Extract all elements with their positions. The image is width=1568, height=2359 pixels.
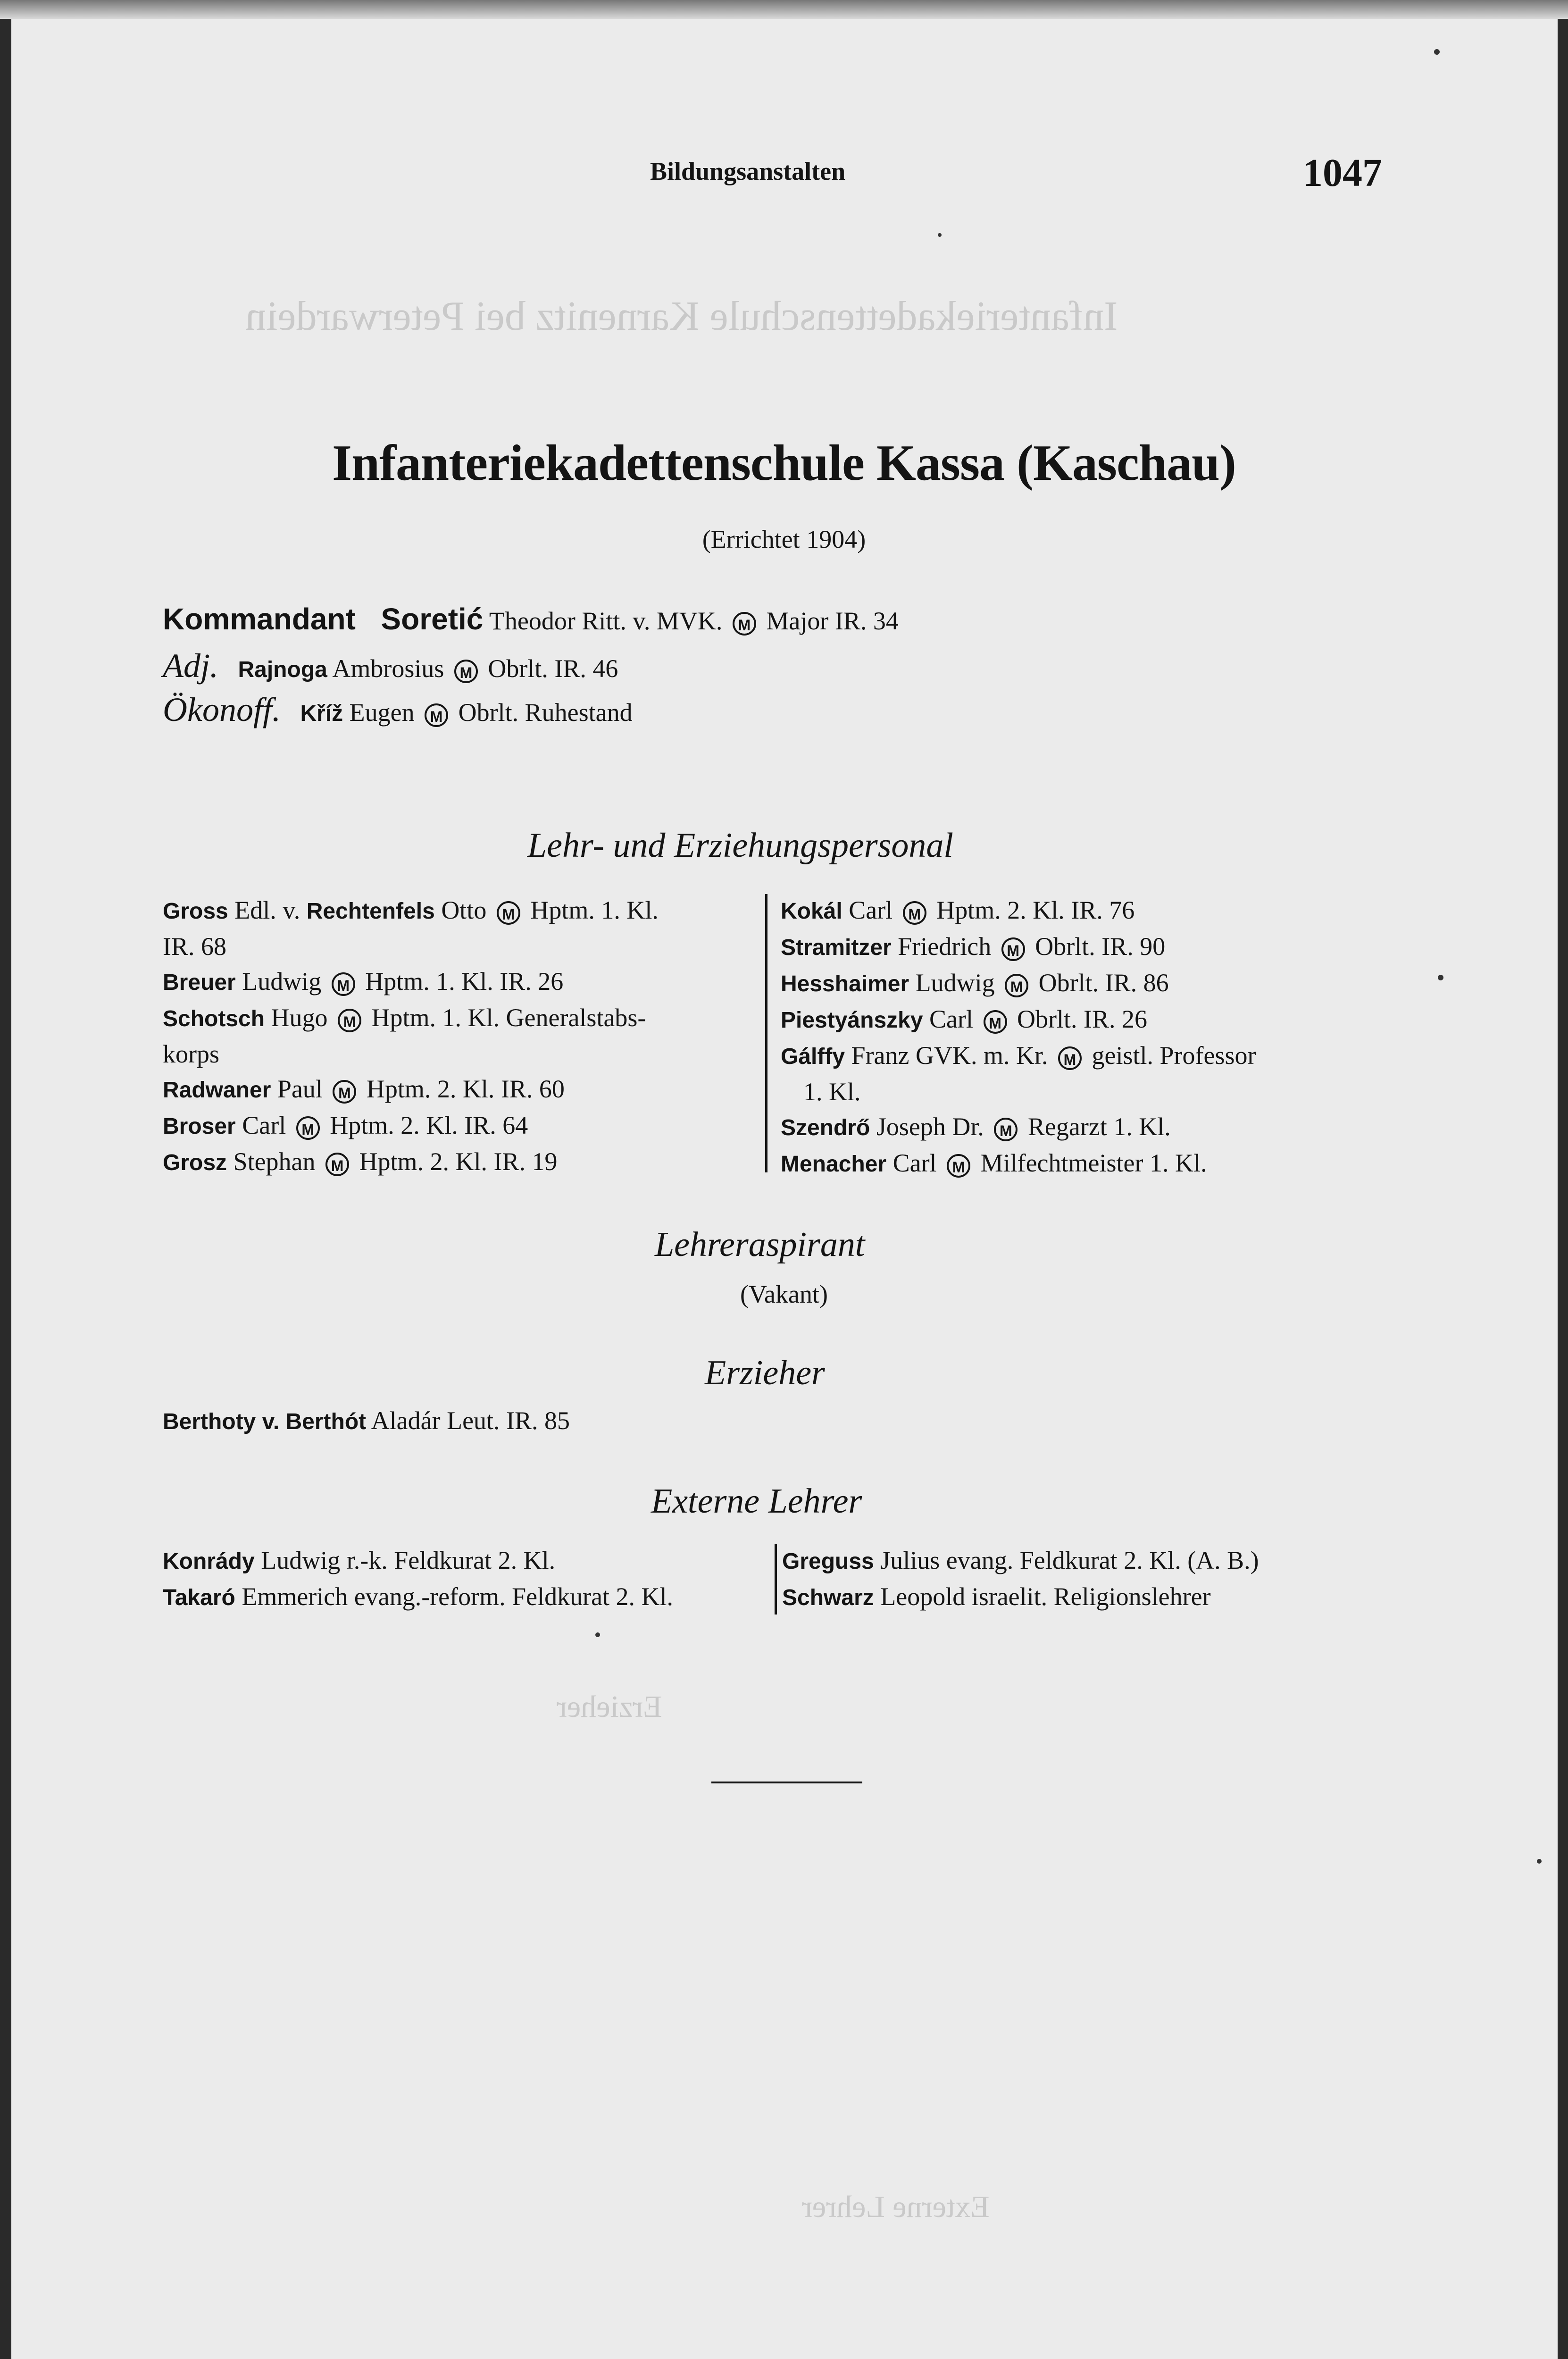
educator-entry xyxy=(163,1403,570,1439)
person-first-name: Joseph Dr. xyxy=(876,1113,984,1141)
person-surname: Schotsch xyxy=(163,1006,265,1031)
person-surname: Gross xyxy=(163,899,228,924)
person-rank: Obrlt. IR. 26 xyxy=(1017,1005,1148,1033)
person-rank-continued: IR. 68 xyxy=(163,932,226,961)
staff-entry xyxy=(781,929,1394,965)
person-rank: geistl. Professor xyxy=(1092,1041,1256,1070)
person-first-name: Friedrich xyxy=(898,932,992,961)
military-merit-icon: M xyxy=(338,1009,361,1032)
scan-border-left xyxy=(0,0,11,2359)
bleed-through: Infanteriekadettenschule Karnenitz bei Peterwardein xyxy=(245,293,1118,339)
person-surname: Radwaner xyxy=(163,1078,271,1103)
person-surname: Broser xyxy=(163,1114,236,1139)
person-first-name: Carl xyxy=(892,1149,937,1177)
person-first-name: Ludwig xyxy=(915,969,995,997)
military-merit-icon: M xyxy=(1005,974,1028,997)
person-rank: Hptm. 2. Kl. IR. 76 xyxy=(936,896,1135,924)
person-first-name: Aladár xyxy=(371,1406,441,1435)
person-first-name: Stephan xyxy=(233,1147,316,1176)
person-rank: evang. Feldkurat 2. Kl. (A. B.) xyxy=(946,1546,1259,1574)
staff-entry xyxy=(163,964,762,1000)
person-details: Eugen xyxy=(349,698,415,727)
person-surname: Berthoty v. Berthót xyxy=(163,1409,367,1434)
military-merit-icon: M xyxy=(425,703,448,727)
person-details: Theodor Ritt. v. MVK. xyxy=(489,607,723,635)
external-entry xyxy=(163,1543,762,1579)
person-first-name: Leopold xyxy=(880,1582,966,1611)
person-rank: Hptm. 1. Kl. IR. 26 xyxy=(365,967,564,995)
role-label: Adj. xyxy=(163,647,218,685)
page-number: 1047 xyxy=(1303,151,1382,195)
person-first-name: Ludwig xyxy=(242,967,322,995)
person-surname: Takaró xyxy=(163,1585,235,1610)
person-rank: Hptm. 1. Kl. Generalstabs- xyxy=(371,1004,646,1032)
military-merit-icon: M xyxy=(332,972,355,996)
person-surname: Hesshaimer xyxy=(781,971,909,996)
staff-entry xyxy=(781,1109,1394,1146)
staff-entry xyxy=(163,893,762,964)
staff-entry xyxy=(163,1000,762,1071)
person-rank: Hptm. 1. Kl. xyxy=(530,896,659,924)
military-merit-icon: M xyxy=(947,1154,970,1178)
external-entry xyxy=(782,1579,1395,1615)
military-merit-icon: M xyxy=(1001,937,1025,961)
person-rank: Obrlt. IR. 90 xyxy=(1035,932,1166,961)
military-merit-icon: M xyxy=(325,1153,349,1176)
person-surname: Rajnoga xyxy=(238,657,327,682)
bleed-through: Erzieher xyxy=(557,1690,662,1724)
military-merit-icon: M xyxy=(733,612,756,636)
leadership-row xyxy=(163,690,633,729)
section-heading-educator: Erzieher xyxy=(705,1354,825,1392)
person-first-name: Otto xyxy=(441,896,487,924)
staff-entry xyxy=(781,1146,1394,1182)
military-merit-icon: M xyxy=(1058,1046,1082,1070)
person-rank: r.-k. Feldkurat 2. Kl. xyxy=(346,1546,556,1574)
person-rank: Obrlt. IR. 46 xyxy=(488,654,618,683)
person-first-name: Ludwig xyxy=(261,1546,341,1574)
person-surname: Piestyánszky xyxy=(781,1008,923,1033)
military-merit-icon: M xyxy=(903,901,926,925)
staff-entry xyxy=(163,1144,762,1180)
person-surname: Szendrő xyxy=(781,1115,870,1140)
military-merit-icon: M xyxy=(994,1118,1018,1141)
person-rank: Hptm. 2. Kl. IR. 60 xyxy=(366,1075,565,1103)
military-merit-icon: M xyxy=(454,660,478,683)
person-rank: israelit. Religionslehrer xyxy=(971,1582,1211,1611)
scan-speck xyxy=(595,1632,600,1637)
person-first-name: Paul xyxy=(277,1075,323,1103)
person-first-name: Carl xyxy=(929,1005,974,1033)
person-rank: Obrlt. Ruhestand xyxy=(458,698,633,727)
person-surname: Gálffy xyxy=(781,1044,845,1069)
person-rank: Major IR. 34 xyxy=(766,607,899,635)
person-surname: Grosz xyxy=(163,1150,227,1175)
person-surname-2: Rechtenfels xyxy=(306,899,435,924)
scan-border-top xyxy=(0,0,1568,19)
person-rank-continued: korps xyxy=(163,1040,219,1068)
military-merit-icon: M xyxy=(497,901,520,925)
external-column-left xyxy=(163,1543,762,1615)
column-divider xyxy=(775,1544,777,1614)
person-surname: Greguss xyxy=(782,1549,874,1574)
person-rank: Obrlt. IR. 86 xyxy=(1038,969,1169,997)
person-rank: Leut. IR. 85 xyxy=(447,1406,570,1435)
scan-speck xyxy=(1434,49,1440,55)
person-surname: Schwarz xyxy=(782,1585,874,1610)
person-surname: Kříž xyxy=(300,701,343,726)
staff-entry xyxy=(163,1108,762,1144)
person-first-name: Franz GVK. m. Kr. xyxy=(851,1041,1048,1070)
external-entry xyxy=(163,1579,762,1615)
scan-speck xyxy=(1537,1859,1542,1864)
role-label: Ökonoff. xyxy=(163,691,281,728)
person-surname: Stramitzer xyxy=(781,935,892,960)
external-entry xyxy=(782,1543,1395,1579)
person-surname: Kokál xyxy=(781,899,842,924)
person-title: Edl. v. xyxy=(234,896,300,924)
person-first-name: Carl xyxy=(849,896,893,924)
staff-entry xyxy=(781,893,1394,929)
person-first-name: Emmerich xyxy=(242,1582,348,1611)
military-merit-icon: M xyxy=(984,1010,1007,1034)
person-first-name: Carl xyxy=(242,1111,286,1139)
scan-border-right xyxy=(1558,0,1568,2359)
leadership-row xyxy=(163,646,618,686)
person-details: Ambrosius xyxy=(332,654,444,683)
military-merit-icon: M xyxy=(333,1080,356,1104)
scan-speck xyxy=(1438,975,1443,980)
scan-speck xyxy=(938,233,942,237)
person-rank-continued: 1. Kl. xyxy=(803,1078,861,1106)
section-heading-external: Externe Lehrer xyxy=(651,1482,862,1521)
vacant-note: (Vakant) xyxy=(740,1280,828,1308)
person-surname: Menacher xyxy=(781,1152,887,1177)
person-surname: Konrády xyxy=(163,1549,255,1574)
running-head: Bildungsanstalten xyxy=(650,157,846,185)
leadership-row xyxy=(163,602,899,636)
person-first-name: Julius xyxy=(880,1546,940,1574)
person-rank: Milfechtmeister 1. Kl. xyxy=(980,1149,1207,1177)
person-surname: Soretić xyxy=(381,602,484,636)
staff-entry xyxy=(163,1071,762,1108)
staff-entry xyxy=(781,1002,1394,1038)
external-column-right xyxy=(782,1543,1395,1615)
person-rank: Hptm. 2. Kl. IR. 19 xyxy=(359,1147,558,1176)
person-rank: Regarzt 1. Kl. xyxy=(1027,1113,1171,1141)
military-merit-icon: M xyxy=(296,1116,320,1140)
person-surname: Breuer xyxy=(163,970,236,995)
section-heading-teacher-aspirant: Lehreraspirant xyxy=(655,1225,865,1264)
person-rank: Hptm. 2. Kl. IR. 64 xyxy=(330,1111,528,1139)
staff-column-right xyxy=(781,893,1394,1182)
staff-entry xyxy=(781,965,1394,1002)
founded-note: (Errichtet 1904) xyxy=(702,525,866,553)
person-first-name: Hugo xyxy=(271,1004,328,1032)
school-title: Infanteriekadettenschule Kassa (Kaschau) xyxy=(332,435,1236,491)
staff-column-left xyxy=(163,893,762,1180)
bleed-through: Externe Lehrer xyxy=(802,2190,990,2224)
section-heading-teaching-staff: Lehr- und Erziehungspersonal xyxy=(527,826,953,865)
staff-entry xyxy=(781,1038,1394,1109)
role-label: Kommandant xyxy=(163,602,356,636)
closing-rule xyxy=(711,1782,862,1783)
person-rank: evang.-reform. Feldkurat 2. Kl. xyxy=(354,1582,674,1611)
column-divider xyxy=(765,894,767,1172)
